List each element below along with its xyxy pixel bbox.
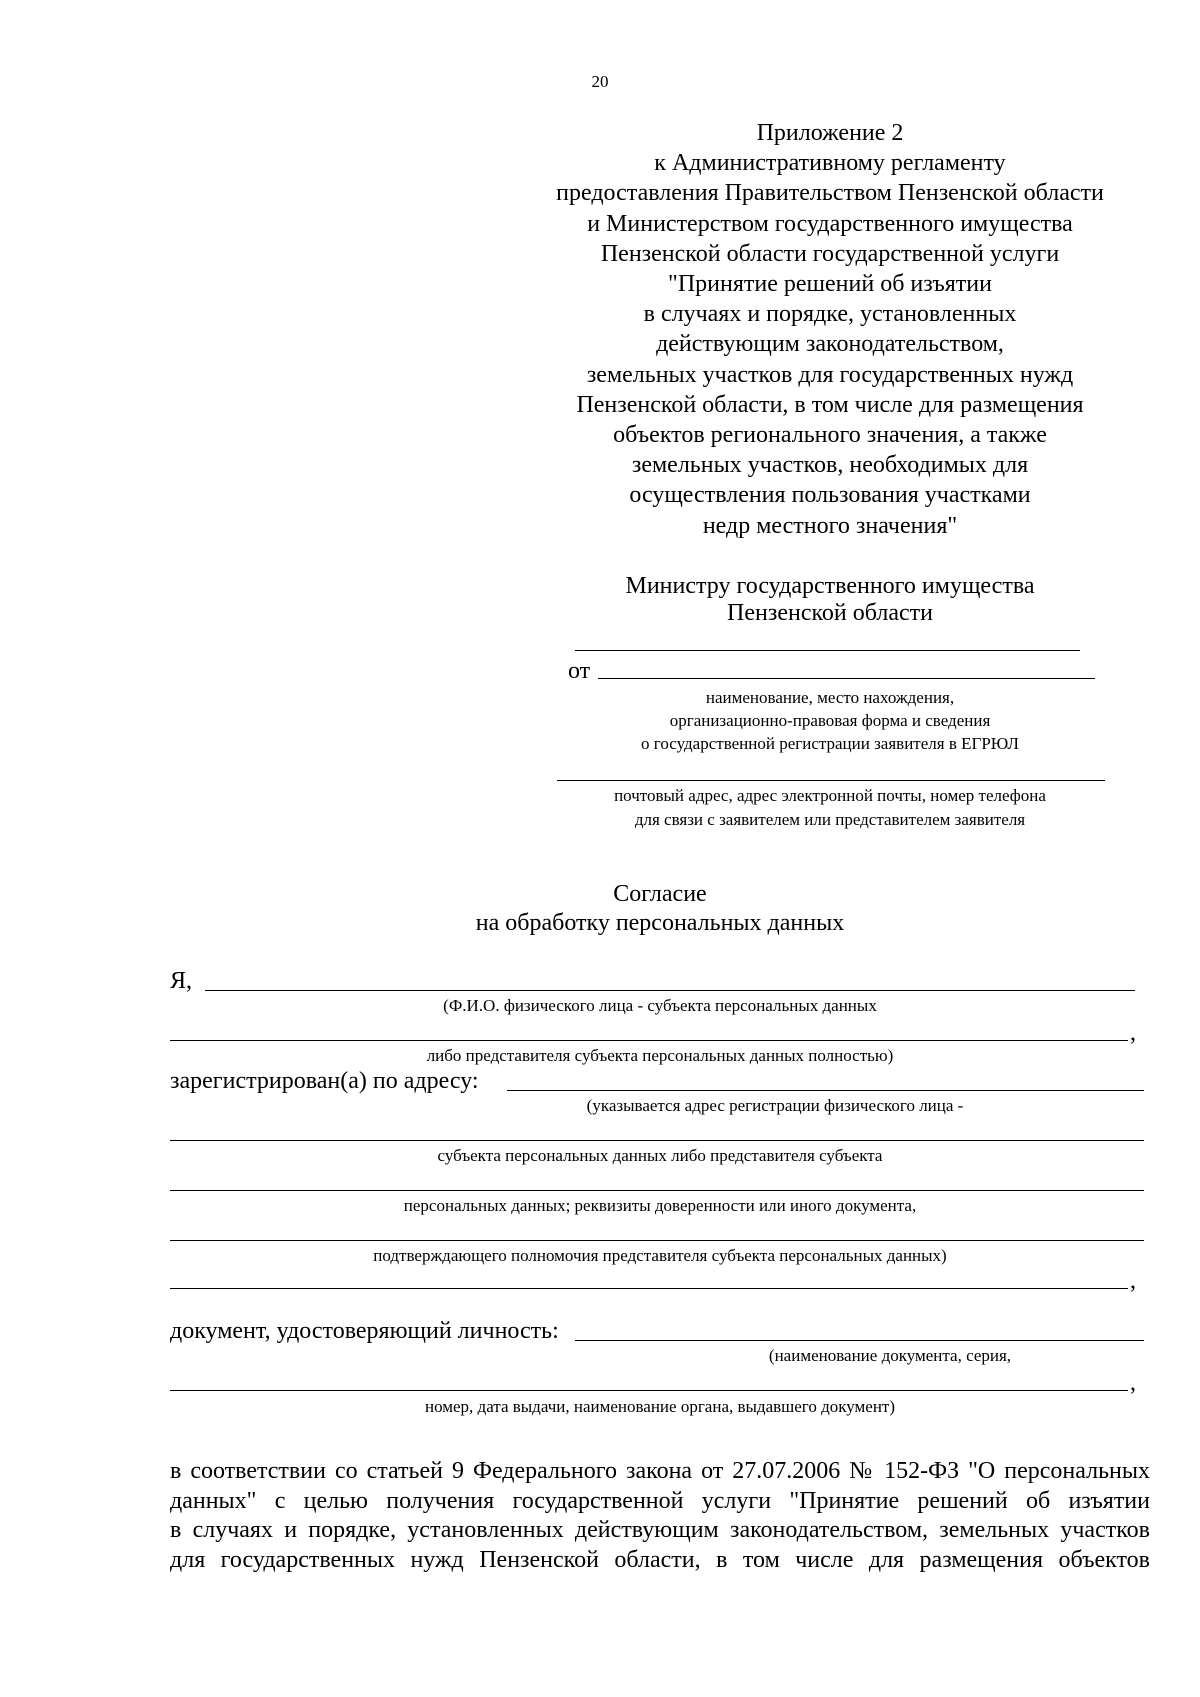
address-line-5[interactable] xyxy=(170,1288,1128,1289)
body-line: данных" с целью получения государственной услуги "Принятие решений об изъятии xyxy=(170,1487,1150,1514)
address-line[interactable] xyxy=(507,1090,1144,1091)
from-caption: о государственной регистрации заявителя в ЕГРЮЛ xyxy=(641,734,1019,753)
appendix-line: земельных участков для государственных нужд xyxy=(586,361,1074,388)
body-line: в случаях и порядке, установленных действующим законодательством, земельных участков xyxy=(170,1517,1150,1543)
title-line: Согласие xyxy=(613,881,707,907)
address-caption: субъекта персональных данных либо представителя субъекта xyxy=(437,1146,883,1165)
fio-caption: (Ф.И.О. физического лица - субъекта персональных данных xyxy=(443,996,877,1015)
appendix-line: к Административному регламенту xyxy=(654,150,1006,177)
address-line-4[interactable] xyxy=(170,1240,1144,1241)
id-document-line-2[interactable] xyxy=(170,1390,1128,1391)
appendix-line: объектов регионального значения, а также xyxy=(613,422,1047,449)
addressee-line: Министру государственного имущества xyxy=(625,573,1035,599)
body-line: в соответствии со статьей 9 Федерального закона от 27.07.2006 № 152-ФЗ "О персональных xyxy=(170,1458,1150,1484)
fio-line[interactable] xyxy=(205,990,1135,991)
i-label: Я, xyxy=(170,968,193,994)
address-line-3[interactable] xyxy=(170,1190,1144,1191)
appendix-line: в случаях и порядке, установленных xyxy=(643,301,1017,328)
consent-body xyxy=(170,1457,1150,1575)
address-caption: (указывается адрес регистрации физического лица - xyxy=(586,1096,964,1115)
from-caption: наименование, место нахождения, xyxy=(705,688,955,707)
comma: , xyxy=(1130,1370,1136,1396)
body-line: для государственных нужд Пензенской области, в том числе для размещения объектов xyxy=(170,1546,1150,1573)
appendix-line: и Министерством государственного имущества xyxy=(587,210,1073,237)
id-label: документ, удостоверяющий личность: xyxy=(170,1318,559,1344)
fio-caption: либо представителя субъекта персональных данных полностью) xyxy=(426,1046,894,1065)
appendix-line: Приложение 2 xyxy=(756,120,904,146)
contact-caption: почтовый адрес, адрес электронной почты, номер телефона xyxy=(614,786,1046,805)
appendix-line: "Принятие решений об изъятии xyxy=(668,271,992,298)
appendix-line: действующим законодательством, xyxy=(656,331,1004,358)
addressee-line: Пензенской области xyxy=(727,600,933,626)
appendix-header xyxy=(520,118,1140,541)
fio-line-2[interactable] xyxy=(170,1040,1128,1041)
id-caption: номер, дата выдачи, наименование органа, выдавшего документ) xyxy=(424,1397,896,1416)
page-number: 20 xyxy=(591,72,609,91)
appendix-line: предоставления Правительством Пензенской области xyxy=(556,180,1104,207)
appendix-line: Пензенской области государственной услуги xyxy=(600,240,1060,267)
from-label: от xyxy=(568,658,591,684)
address-caption: персональных данных; реквизиты доверенности или иного документа, xyxy=(403,1196,917,1215)
id-caption: (наименование документа, серия, xyxy=(768,1346,1012,1365)
registered-label: зарегистрирован(а) по адресу: xyxy=(170,1068,479,1094)
appendix-line: Пензенской области, в том числе для размещения xyxy=(576,391,1084,418)
contact-line[interactable] xyxy=(557,780,1105,781)
addressee-block xyxy=(520,573,1140,627)
address-line-2[interactable] xyxy=(170,1140,1144,1141)
comma: , xyxy=(1130,1268,1136,1294)
appendix-line: земельных участков, необходимых для xyxy=(631,452,1029,479)
recipient-name-line[interactable] xyxy=(575,650,1080,651)
from-caption: организационно-правовая форма и сведения xyxy=(669,711,991,730)
applicant-name-line[interactable] xyxy=(598,678,1095,679)
appendix-line: осуществления пользования участками xyxy=(629,482,1031,509)
comma: , xyxy=(1130,1020,1136,1046)
address-caption: подтверждающего полномочия представителя субъекта персональных данных) xyxy=(373,1246,947,1265)
title-line: на обработку персональных данных xyxy=(475,910,845,936)
id-document-line[interactable] xyxy=(575,1340,1144,1341)
document-title xyxy=(300,880,1020,938)
appendix-line: недр местного значения" xyxy=(702,512,958,539)
contact-caption: для связи с заявителем или представителем заявителя xyxy=(634,810,1026,829)
